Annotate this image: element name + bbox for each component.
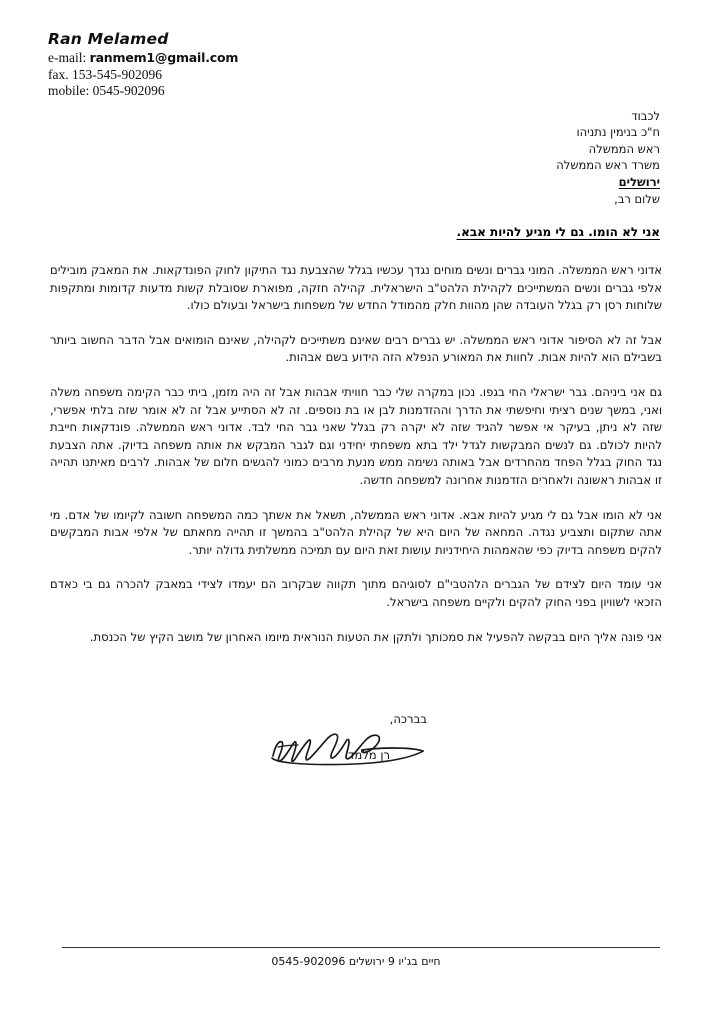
address-office: משרד ראש הממשלה xyxy=(556,158,660,173)
body-paragraph: אני לא הומו אבל גם לי מגיע להיות אבא. אדוני ראש הממשלה, תשאל את אשתך כמה המשפחה חשובה לקיומו של אדם. מי אתה שתקום ותצביע נגדה. המחאה של היום היא של קהילת הלהט"ב בהמשך זו תהייה מחאתם של אלפי אבות המבקשים להקים משפחה בדיוק כפי שהאמהות היחידניות עושות זאת היום עם תמיכה ממשלתית גדולה יותר. xyxy=(50,507,662,557)
footer-address: חיים בג'יו 9 ירושלים 0545-902096 xyxy=(271,955,441,968)
address-recipient: ח"כ בנימין נתניהו xyxy=(576,125,660,140)
body-paragraph: אני עומד היום לצידם של הגברים הלהטבי"ם לסוגיהם מתוך תקווה שבקרוב הם יעמדו לצידי במאבק להכרה גם בי כאדם הזכאי לשוויון בפני החוק להקים ולקיים משפחה בישראל. xyxy=(50,577,662,609)
body-paragraph: גם אני ביניהם. גבר ישראלי החי בגפו. נכון במקרה שלי כבר חוויתי אבהות אבל זה היה מזמן, ביתי כבר הקימה משפחה משלה ואני, במשך שנים רציתי וחיפשתי את הדרך וההזדמנות לבן או בת נוספים. זה לא הסתייע אבל זה לא אומר שזה בלתי אפשרי, שזה לא ניתן, בעיקר אי אפשר להגיד שזה לא יקרה רק בגלל שאני גבר החי לבד. אדוני ראש הממשלה. פונדקאות חייבת להיות לכולם. גם לנשים המבקשות לגדל ילד בתא משפחתי יחידני וגם לגבר המבקש את אותה משפחה בדיוק. אתה הצבעת נגד החוק בגלל הפחד מהחרדים אבל באותה נשימה ממש מנעת מרבים כמוני להגשים חלום של אבהות. לרבים מאיתנו תהייה זו אבהות ראשונה ולאחרים הזדמנות אחרונה למשפחה חדשה. xyxy=(50,384,662,487)
letter-body xyxy=(50,262,662,663)
body-paragraph: אבל זה לא הסיפור אדוני ראש הממשלה. יש גברים רבים שאינם משתייכים לקהילה, שאינם הומואים אבל הדבר החשוב ביותר בשבילם הוא להיות אבות. לחוות את המאורע הנפלא הזה הידוע בשם אבהות. xyxy=(50,332,662,365)
address-title: ראש הממשלה xyxy=(588,141,660,156)
letter-subject: אני לא הומו. גם לי מגיע להיות אבא. xyxy=(456,225,660,239)
address-block xyxy=(556,108,660,207)
email-value: ranmem1@gmail.com xyxy=(89,50,239,65)
sender-name: Ran Melamed xyxy=(48,30,169,48)
email-label: e-mail: xyxy=(48,50,87,65)
sender-mobile: mobile: 0545-902096 xyxy=(48,83,165,98)
body-paragraph: אני פונה אליך היום בבקשה להפעיל את סמכותך ולתקן את הטעות הנוראית מיומו האחרון של מושב הקיץ של הכנסת. xyxy=(89,629,662,644)
body-paragraph: אדוני ראש הממשלה. המוני גברים ונשים מוחים נגדך עכשיו בגלל שהצבעת נגד התיקון לחוק הפונדקאות. את המאבק מובילים אלפי גברים ונשים המשתייכים לקהילת הלהט"ב הישראלית. קהילה חזקה, מפוארת שסובלת קשות מדעות קדומות ומתקפות שלוחות רסן רק בגלל העובדה שהן מהוות חלק מהמודל החדש של משפחות בישראל ובעולם כולו. xyxy=(50,263,662,313)
sender-fax: fax. 153-545-902096 xyxy=(48,66,162,82)
letterhead xyxy=(48,30,378,100)
footer-divider xyxy=(62,947,660,948)
address-greeting: שלום רב, xyxy=(614,192,660,207)
address-city: ירושלים xyxy=(618,174,660,189)
signature-name: רן מלמד xyxy=(348,748,391,762)
sender-email-line xyxy=(48,50,378,67)
signature-closing: בברכה, xyxy=(389,712,427,726)
address-honorific: לכבוד xyxy=(631,109,660,123)
